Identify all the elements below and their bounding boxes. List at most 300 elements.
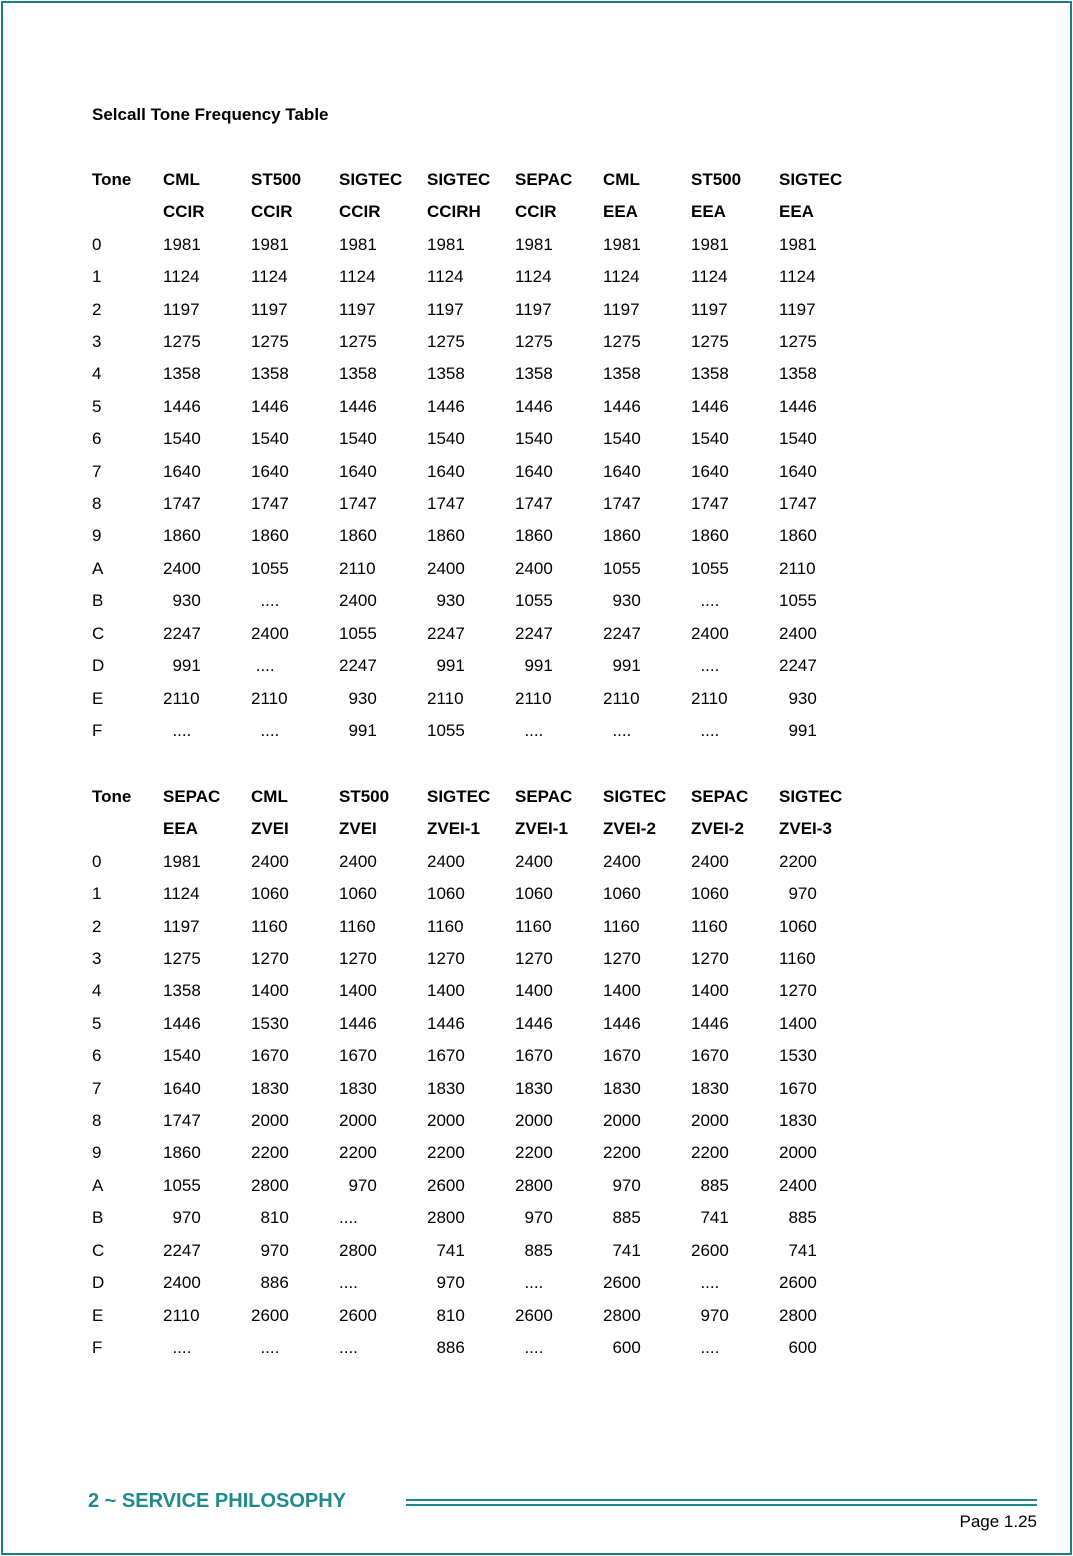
frequency-cell: 2400 bbox=[163, 558, 201, 578]
frequency-cell: 1358 bbox=[339, 364, 377, 384]
frequency-cell: 2247 bbox=[603, 623, 641, 643]
frequency-cell: 930 bbox=[339, 688, 377, 708]
frequency-cell: 1446 bbox=[251, 396, 289, 416]
frequency-cell: 2200 bbox=[603, 1143, 641, 1163]
tone-cell: Tone bbox=[92, 787, 132, 806]
frequency-cell: 970 bbox=[427, 1273, 465, 1293]
frequency-cell: CCIRH bbox=[427, 202, 481, 222]
frequency-cell: ST500 bbox=[339, 787, 390, 806]
frequency-cell: 2000 bbox=[691, 1111, 729, 1131]
frequency-cell: 1060 bbox=[779, 916, 817, 936]
frequency-cell: 1270 bbox=[779, 981, 817, 1001]
frequency-cell: SIGTEC bbox=[339, 170, 403, 189]
frequency-cell: 1860 bbox=[603, 526, 641, 546]
frequency-cell: 1055 bbox=[691, 558, 729, 578]
frequency-cell: 1446 bbox=[515, 396, 553, 416]
frequency-cell: 1358 bbox=[163, 364, 201, 384]
frequency-cell: 1124 bbox=[163, 267, 200, 287]
frequency-cell: 930 bbox=[163, 591, 201, 611]
table-row bbox=[92, 1105, 867, 1137]
tone-cell: 3 bbox=[92, 949, 102, 969]
tone-cell: F bbox=[92, 1337, 103, 1357]
header-row bbox=[92, 196, 867, 228]
table-row bbox=[92, 650, 867, 682]
frequency-cell: 2400 bbox=[427, 558, 465, 578]
frequency-cell: 1358 bbox=[603, 364, 641, 384]
frequency-cell: 1860 bbox=[691, 526, 729, 546]
table-row bbox=[92, 1008, 867, 1040]
frequency-cell: 1981 bbox=[163, 851, 201, 871]
frequency-cell: 1400 bbox=[251, 981, 289, 1001]
frequency-cell: 2400 bbox=[691, 623, 729, 643]
frequency-cell: 1060 bbox=[251, 884, 289, 904]
tone-cell: B bbox=[92, 591, 104, 611]
tone-cell: 2 bbox=[92, 916, 102, 936]
frequency-cell: 1540 bbox=[691, 429, 729, 449]
table-row bbox=[92, 1332, 867, 1364]
frequency-cell: .... bbox=[339, 1208, 358, 1228]
frequency-cell: 1446 bbox=[427, 1013, 465, 1033]
frequency-cell: EEA bbox=[779, 202, 814, 222]
frequency-cell: 1124 bbox=[515, 267, 552, 287]
frequency-cell: 2247 bbox=[779, 656, 817, 676]
frequency-cell: 1270 bbox=[427, 949, 465, 969]
frequency-cell: .... bbox=[691, 656, 720, 676]
frequency-cell: 2400 bbox=[339, 851, 377, 871]
frequency-cell: ZVEI-2 bbox=[691, 819, 744, 839]
frequency-cell: 1860 bbox=[251, 526, 289, 546]
frequency-cell: 2000 bbox=[603, 1111, 641, 1131]
frequency-cell: ZVEI-3 bbox=[779, 819, 832, 839]
frequency-cell: 2200 bbox=[339, 1143, 377, 1163]
frequency-cell: 2800 bbox=[515, 1175, 553, 1195]
frequency-cell: 1981 bbox=[691, 234, 729, 254]
tone-cell bbox=[92, 813, 163, 845]
frequency-cell: CML bbox=[603, 170, 640, 189]
frequency-cell: 2600 bbox=[779, 1273, 817, 1293]
frequency-cell: CCIR bbox=[163, 202, 205, 222]
frequency-cell: SEPAC bbox=[515, 787, 573, 806]
frequency-cell: 991 bbox=[339, 720, 377, 740]
frequency-cell: 2110 bbox=[163, 688, 200, 708]
frequency-cell: 1640 bbox=[163, 1078, 201, 1098]
table-row bbox=[92, 585, 867, 617]
table-row bbox=[92, 391, 867, 423]
frequency-cell: 1446 bbox=[427, 396, 465, 416]
tone-cell: 1 bbox=[92, 884, 102, 904]
frequency-cell: 1747 bbox=[603, 494, 641, 514]
frequency-cell: 1197 bbox=[603, 299, 640, 319]
frequency-cell: 1981 bbox=[427, 234, 465, 254]
frequency-cell: SEPAC bbox=[163, 787, 221, 806]
tone-cell: A bbox=[92, 558, 104, 578]
frequency-cell: 886 bbox=[251, 1273, 289, 1293]
frequency-cell: 2247 bbox=[515, 623, 553, 643]
frequency-cell: ST500 bbox=[691, 170, 742, 189]
frequency-cell: 2400 bbox=[779, 623, 817, 643]
tone-cell: 0 bbox=[92, 851, 102, 871]
table-row bbox=[92, 1073, 867, 1105]
frequency-cell: 2110 bbox=[427, 688, 464, 708]
frequency-cell: 1446 bbox=[163, 1013, 201, 1033]
frequency-cell: 1358 bbox=[691, 364, 729, 384]
frequency-cell: 810 bbox=[251, 1208, 289, 1228]
frequency-cell: 1640 bbox=[427, 461, 465, 481]
frequency-cell: 2000 bbox=[515, 1111, 553, 1131]
frequency-cell: 2400 bbox=[339, 591, 377, 611]
frequency-cell: 1055 bbox=[339, 623, 377, 643]
frequency-cell: 810 bbox=[427, 1305, 465, 1325]
frequency-cell: 1400 bbox=[691, 981, 729, 1001]
frequency-cell: .... bbox=[691, 591, 720, 611]
frequency-cell: 1981 bbox=[339, 234, 377, 254]
frequency-cell: 2600 bbox=[515, 1305, 553, 1325]
frequency-cell: 2247 bbox=[163, 623, 201, 643]
frequency-cell: 970 bbox=[251, 1240, 289, 1260]
table-row bbox=[92, 423, 867, 455]
frequency-cell: 1160 bbox=[603, 916, 640, 936]
tone-cell: 6 bbox=[92, 1046, 102, 1066]
table-row bbox=[92, 1170, 867, 1202]
frequency-cell: 1197 bbox=[163, 299, 200, 319]
frequency-cell: 885 bbox=[779, 1208, 817, 1228]
frequency-cell: 1981 bbox=[779, 234, 817, 254]
frequency-cell: 1830 bbox=[691, 1078, 729, 1098]
frequency-cell: 1124 bbox=[691, 267, 728, 287]
frequency-cell: 930 bbox=[427, 591, 465, 611]
frequency-cell: .... bbox=[691, 1273, 720, 1293]
frequency-cell: 1400 bbox=[339, 981, 377, 1001]
frequency-cell: 1446 bbox=[339, 396, 377, 416]
frequency-cell: 991 bbox=[427, 656, 465, 676]
tone-cell: E bbox=[92, 1305, 104, 1325]
frequency-cell: ST500 bbox=[251, 170, 302, 189]
frequency-cell: 1830 bbox=[603, 1078, 641, 1098]
frequency-cell: .... bbox=[163, 720, 192, 740]
tone-cell: D bbox=[92, 656, 105, 676]
frequency-cell: 2110 bbox=[779, 558, 816, 578]
frequency-cell: 2110 bbox=[515, 688, 552, 708]
frequency-cell: EEA bbox=[691, 202, 726, 222]
frequency-cell: 1540 bbox=[163, 429, 201, 449]
frequency-cell: 1540 bbox=[603, 429, 641, 449]
frequency-cell: 1055 bbox=[251, 558, 289, 578]
tone-table-ccir-eea bbox=[92, 164, 867, 747]
frequency-cell: 1358 bbox=[427, 364, 465, 384]
frequency-cell: 741 bbox=[427, 1240, 465, 1260]
frequency-cell: 1060 bbox=[603, 884, 641, 904]
frequency-cell: .... bbox=[251, 591, 280, 611]
frequency-cell: 1530 bbox=[251, 1013, 289, 1033]
tone-cell: B bbox=[92, 1208, 104, 1228]
frequency-cell: 1124 bbox=[339, 267, 376, 287]
frequency-cell: 2600 bbox=[251, 1305, 289, 1325]
frequency-cell: 1540 bbox=[779, 429, 817, 449]
frequency-cell: 2600 bbox=[427, 1175, 465, 1195]
frequency-cell: 1160 bbox=[339, 916, 376, 936]
frequency-cell: 885 bbox=[515, 1240, 553, 1260]
table-row bbox=[92, 715, 867, 747]
table-row bbox=[92, 1040, 867, 1072]
section-title: 2 ~ SERVICE PHILOSOPHY bbox=[88, 1490, 347, 1512]
page-title: Selcall Tone Frequency Table bbox=[92, 105, 329, 124]
frequency-cell: .... bbox=[691, 1337, 720, 1357]
frequency-cell: 2110 bbox=[691, 688, 728, 708]
frequency-cell: .... bbox=[515, 1273, 544, 1293]
frequency-cell: 1981 bbox=[515, 234, 553, 254]
frequency-cell: 1640 bbox=[163, 461, 201, 481]
frequency-cell: 1270 bbox=[339, 949, 377, 969]
frequency-cell: 1124 bbox=[779, 267, 816, 287]
frequency-cell: 991 bbox=[779, 720, 817, 740]
table-row bbox=[92, 878, 867, 910]
frequency-cell: 1197 bbox=[339, 299, 376, 319]
frequency-cell: .... bbox=[515, 720, 544, 740]
frequency-cell: 2110 bbox=[339, 558, 376, 578]
frequency-cell: 1860 bbox=[779, 526, 817, 546]
frequency-cell: 1830 bbox=[339, 1078, 377, 1098]
table-row bbox=[92, 683, 867, 715]
frequency-cell: 1055 bbox=[779, 591, 817, 611]
header-row bbox=[92, 781, 867, 813]
frequency-cell: 1540 bbox=[339, 429, 377, 449]
frequency-cell: 2400 bbox=[515, 558, 553, 578]
frequency-cell: 885 bbox=[603, 1208, 641, 1228]
frequency-cell: 1446 bbox=[779, 396, 817, 416]
tone-cell: F bbox=[92, 720, 103, 740]
frequency-cell: 1275 bbox=[779, 332, 817, 352]
frequency-cell: 1400 bbox=[603, 981, 641, 1001]
frequency-cell: 1275 bbox=[163, 949, 201, 969]
table-row bbox=[92, 229, 867, 261]
table-row bbox=[92, 456, 867, 488]
frequency-cell: 1270 bbox=[603, 949, 641, 969]
frequency-cell: CML bbox=[251, 787, 288, 806]
frequency-cell: 1860 bbox=[427, 526, 465, 546]
frequency-cell: 1124 bbox=[163, 884, 200, 904]
frequency-cell: 1160 bbox=[515, 916, 552, 936]
frequency-cell: 970 bbox=[779, 884, 817, 904]
table-row bbox=[92, 326, 867, 358]
tone-cell: A bbox=[92, 1175, 104, 1195]
frequency-cell: 2400 bbox=[427, 851, 465, 871]
tone-cell: 8 bbox=[92, 494, 102, 514]
frequency-cell: 2800 bbox=[603, 1305, 641, 1325]
table-row bbox=[92, 488, 867, 520]
table-row bbox=[92, 846, 867, 878]
tone-cell: 7 bbox=[92, 461, 102, 481]
frequency-cell: 2110 bbox=[603, 688, 640, 708]
frequency-cell: 2400 bbox=[251, 623, 289, 643]
tone-cell: E bbox=[92, 688, 104, 708]
frequency-cell: 1055 bbox=[163, 1175, 201, 1195]
frequency-cell: 1400 bbox=[427, 981, 465, 1001]
frequency-cell: 1640 bbox=[251, 461, 289, 481]
frequency-cell: 1060 bbox=[515, 884, 553, 904]
frequency-cell: 2200 bbox=[691, 1143, 729, 1163]
frequency-cell: 1670 bbox=[339, 1046, 377, 1066]
tone-cell: 3 bbox=[92, 332, 102, 352]
frequency-cell: 886 bbox=[427, 1337, 465, 1357]
frequency-cell: 1275 bbox=[427, 332, 465, 352]
tone-cell: 4 bbox=[92, 981, 102, 1001]
frequency-cell: 991 bbox=[163, 656, 201, 676]
tone-cell: 1 bbox=[92, 267, 102, 287]
table-row bbox=[92, 261, 867, 293]
frequency-cell: 970 bbox=[515, 1208, 553, 1228]
frequency-cell: SIGTEC bbox=[603, 787, 667, 806]
frequency-cell: 600 bbox=[603, 1337, 641, 1357]
frequency-cell: 600 bbox=[779, 1337, 817, 1357]
tone-cell: 6 bbox=[92, 429, 102, 449]
table-row bbox=[92, 975, 867, 1007]
frequency-cell: 1060 bbox=[427, 884, 465, 904]
frequency-cell: ZVEI-1 bbox=[427, 819, 480, 839]
frequency-cell: 2800 bbox=[251, 1175, 289, 1195]
frequency-cell: 1747 bbox=[339, 494, 377, 514]
tone-cell: 7 bbox=[92, 1078, 102, 1098]
header-row bbox=[92, 164, 867, 196]
frequency-cell: SIGTEC bbox=[779, 170, 843, 189]
frequency-cell: 2400 bbox=[779, 1175, 817, 1195]
frequency-cell: .... bbox=[339, 1273, 358, 1293]
frequency-cell: 1197 bbox=[515, 299, 552, 319]
frequency-cell: 885 bbox=[691, 1175, 729, 1195]
tone-cell: D bbox=[92, 1273, 105, 1293]
frequency-cell: 1530 bbox=[779, 1046, 817, 1066]
frequency-cell: ZVEI bbox=[251, 819, 289, 839]
frequency-cell: 1981 bbox=[163, 234, 201, 254]
table-row bbox=[92, 553, 867, 585]
frequency-cell: .... bbox=[251, 1337, 280, 1357]
frequency-cell: 1860 bbox=[163, 1143, 201, 1163]
table-row bbox=[92, 911, 867, 943]
frequency-cell: 970 bbox=[691, 1305, 729, 1325]
footer-double-rule bbox=[406, 1499, 1037, 1506]
tone-cell: 5 bbox=[92, 396, 102, 416]
frequency-cell: 1747 bbox=[163, 1111, 201, 1131]
frequency-cell: 1540 bbox=[163, 1046, 201, 1066]
table-row bbox=[92, 1137, 867, 1169]
table-row bbox=[92, 294, 867, 326]
frequency-cell: 1640 bbox=[691, 461, 729, 481]
frequency-cell: 1446 bbox=[339, 1013, 377, 1033]
frequency-cell: 1055 bbox=[515, 591, 553, 611]
frequency-cell: 1670 bbox=[251, 1046, 289, 1066]
frequency-cell: 2247 bbox=[427, 623, 465, 643]
table-row bbox=[92, 358, 867, 390]
frequency-cell: 1358 bbox=[251, 364, 289, 384]
frequency-cell: 1270 bbox=[691, 949, 729, 969]
page-number: Page 1.25 bbox=[959, 1512, 1037, 1531]
frequency-cell: 1670 bbox=[691, 1046, 729, 1066]
frequency-cell: 2400 bbox=[603, 851, 641, 871]
frequency-cell: 970 bbox=[339, 1175, 377, 1195]
frequency-cell: 1981 bbox=[603, 234, 641, 254]
table-row bbox=[92, 943, 867, 975]
frequency-cell: 1124 bbox=[603, 267, 640, 287]
frequency-cell: 1446 bbox=[515, 1013, 553, 1033]
frequency-cell: .... bbox=[691, 720, 720, 740]
frequency-cell: 1640 bbox=[339, 461, 377, 481]
frequency-cell: 970 bbox=[163, 1208, 201, 1228]
frequency-cell: 1124 bbox=[427, 267, 464, 287]
frequency-cell: 2200 bbox=[251, 1143, 289, 1163]
frequency-cell: ZVEI bbox=[339, 819, 377, 839]
frequency-cell: 1275 bbox=[603, 332, 641, 352]
frequency-cell: .... bbox=[163, 1337, 192, 1357]
table-row bbox=[92, 1300, 867, 1332]
tone-cell: 9 bbox=[92, 526, 102, 546]
frequency-cell: 1400 bbox=[779, 1013, 817, 1033]
frequency-cell: 1747 bbox=[427, 494, 465, 514]
frequency-cell: 2400 bbox=[515, 851, 553, 871]
frequency-cell: 1640 bbox=[515, 461, 553, 481]
frequency-cell: 2000 bbox=[779, 1143, 817, 1163]
frequency-cell: .... bbox=[251, 720, 280, 740]
frequency-cell: 2600 bbox=[603, 1273, 641, 1293]
frequency-cell: 1197 bbox=[427, 299, 464, 319]
frequency-cell: 1446 bbox=[603, 396, 641, 416]
frequency-cell: CML bbox=[163, 170, 200, 189]
frequency-cell: 1160 bbox=[251, 916, 288, 936]
frequency-cell: 1358 bbox=[779, 364, 817, 384]
frequency-cell: 1275 bbox=[691, 332, 729, 352]
frequency-cell: 1400 bbox=[515, 981, 553, 1001]
frequency-cell: 2247 bbox=[163, 1240, 201, 1260]
tone-cell bbox=[92, 196, 163, 228]
frequency-cell: 1747 bbox=[251, 494, 289, 514]
frequency-cell: 2200 bbox=[515, 1143, 553, 1163]
frequency-cell: 1830 bbox=[779, 1111, 817, 1131]
frequency-cell: CCIR bbox=[251, 202, 293, 222]
frequency-cell: 1358 bbox=[163, 981, 201, 1001]
frequency-cell: .... bbox=[251, 656, 275, 676]
frequency-cell: 1670 bbox=[515, 1046, 553, 1066]
frequency-cell: 1197 bbox=[691, 299, 728, 319]
frequency-cell: 1670 bbox=[603, 1046, 641, 1066]
frequency-cell: 1197 bbox=[163, 916, 200, 936]
frequency-cell: 991 bbox=[603, 656, 641, 676]
frequency-cell: 1055 bbox=[427, 720, 465, 740]
frequency-cell: 2800 bbox=[339, 1240, 377, 1260]
tone-cell: 9 bbox=[92, 1143, 102, 1163]
frequency-cell: 1670 bbox=[427, 1046, 465, 1066]
frequency-cell: 1124 bbox=[251, 267, 288, 287]
table-row bbox=[92, 1235, 867, 1267]
frequency-cell: 1860 bbox=[163, 526, 201, 546]
frequency-cell: CCIR bbox=[515, 202, 557, 222]
frequency-cell: SIGTEC bbox=[427, 787, 491, 806]
frequency-cell: 1160 bbox=[779, 949, 816, 969]
frequency-cell: 991 bbox=[515, 656, 553, 676]
frequency-cell: .... bbox=[515, 1337, 544, 1357]
frequency-cell: .... bbox=[603, 720, 632, 740]
table-row bbox=[92, 618, 867, 650]
frequency-cell: ZVEI-2 bbox=[603, 819, 656, 839]
frequency-cell: 741 bbox=[691, 1208, 729, 1228]
tone-cell: C bbox=[92, 623, 105, 643]
table-row bbox=[92, 1267, 867, 1299]
tone-cell: 0 bbox=[92, 234, 102, 254]
tone-cell: C bbox=[92, 1240, 105, 1260]
frequency-cell: 1060 bbox=[691, 884, 729, 904]
frequency-cell: 2400 bbox=[251, 851, 289, 871]
frequency-cell: 2800 bbox=[427, 1208, 465, 1228]
frequency-cell: 2400 bbox=[691, 851, 729, 871]
frequency-cell: 2000 bbox=[427, 1111, 465, 1131]
frequency-cell: 1446 bbox=[603, 1013, 641, 1033]
